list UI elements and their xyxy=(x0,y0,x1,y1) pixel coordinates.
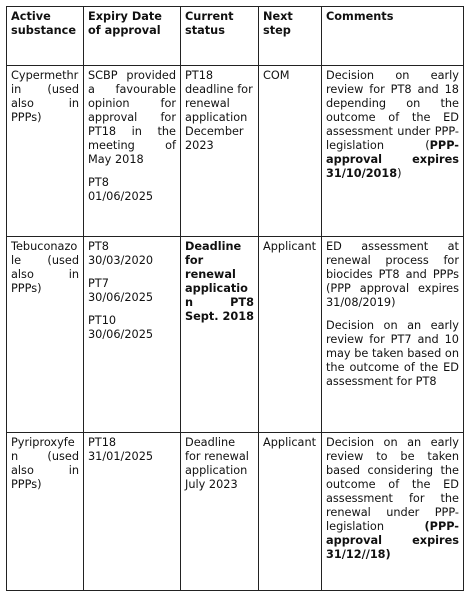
table-row xyxy=(7,66,464,237)
expiry-entry: PT8 30/03/2020 xyxy=(88,240,154,267)
comment-tail: ) xyxy=(397,167,402,180)
comment-paragraph: ED assessment at renewal process for biocides PT8 and PPPs (PPP approval expires 31/08/2019) xyxy=(326,240,459,309)
substance-cell: Tebuconazole (used also in PPPs) xyxy=(7,237,84,433)
expiry-cell xyxy=(84,433,181,591)
comments-cell xyxy=(322,237,464,433)
comment-paragraph: Decision on an early review for PT7 and 10 may be taken based on the outcome of the ED assessment for PT8 xyxy=(326,319,459,388)
comments-cell xyxy=(322,66,464,237)
expiry-cell xyxy=(84,66,181,237)
expiry-entry: PT18 31/01/2025 xyxy=(88,436,154,463)
table-row xyxy=(7,433,464,591)
table-row xyxy=(7,237,464,433)
header-comments: Comments xyxy=(322,7,464,66)
comments-cell xyxy=(322,433,464,591)
status-cell: Deadline for renewal application July 2023 xyxy=(181,433,259,591)
comment-text: Decision on an early review to be taken based considering the outcome of the ED assessment for the renewal under PPP-legislation xyxy=(326,436,459,533)
expiry-entry: PT10 30/06/2025 xyxy=(88,314,154,341)
status-cell: PT18 deadline for renewal application December 2023 xyxy=(181,66,259,237)
header-next-step: Next step xyxy=(259,7,322,66)
expiry-cell xyxy=(84,237,181,433)
header-active-substance: Active substance xyxy=(7,7,84,66)
header-row xyxy=(7,7,464,66)
status-cell: Deadline for renewal application PT8 Sept. 2018 xyxy=(181,237,259,433)
expiry-entry: SCBP provided a favourable opinion for approval for PT18 in the meeting of May 2018 xyxy=(88,69,176,166)
comment-bold: (PPP-approval expires 31/12//18) xyxy=(326,520,459,561)
next-step-cell: Applicant xyxy=(259,433,322,591)
comment-text: Decision on early review for PT8 and 18 depending on the outcome of the ED assessment under PPP-legislation ( xyxy=(326,69,459,152)
substance-cell: Cypermethrin (used also in PPPs) xyxy=(7,66,84,237)
approval-table xyxy=(6,6,464,591)
substance-cell: Pyriproxyfen (used also in PPPs) xyxy=(7,433,84,591)
header-current-status: Current status xyxy=(181,7,259,66)
header-expiry-date: Expiry Date of approval xyxy=(84,7,181,66)
next-step-cell: Applicant xyxy=(259,237,322,433)
expiry-entry: PT7 30/06/2025 xyxy=(88,277,154,304)
expiry-entry: PT8 01/06/2025 xyxy=(88,176,154,203)
comment-bold: PPP-approval expires 31/10/2018 xyxy=(326,139,459,180)
next-step-cell: COM xyxy=(259,66,322,237)
